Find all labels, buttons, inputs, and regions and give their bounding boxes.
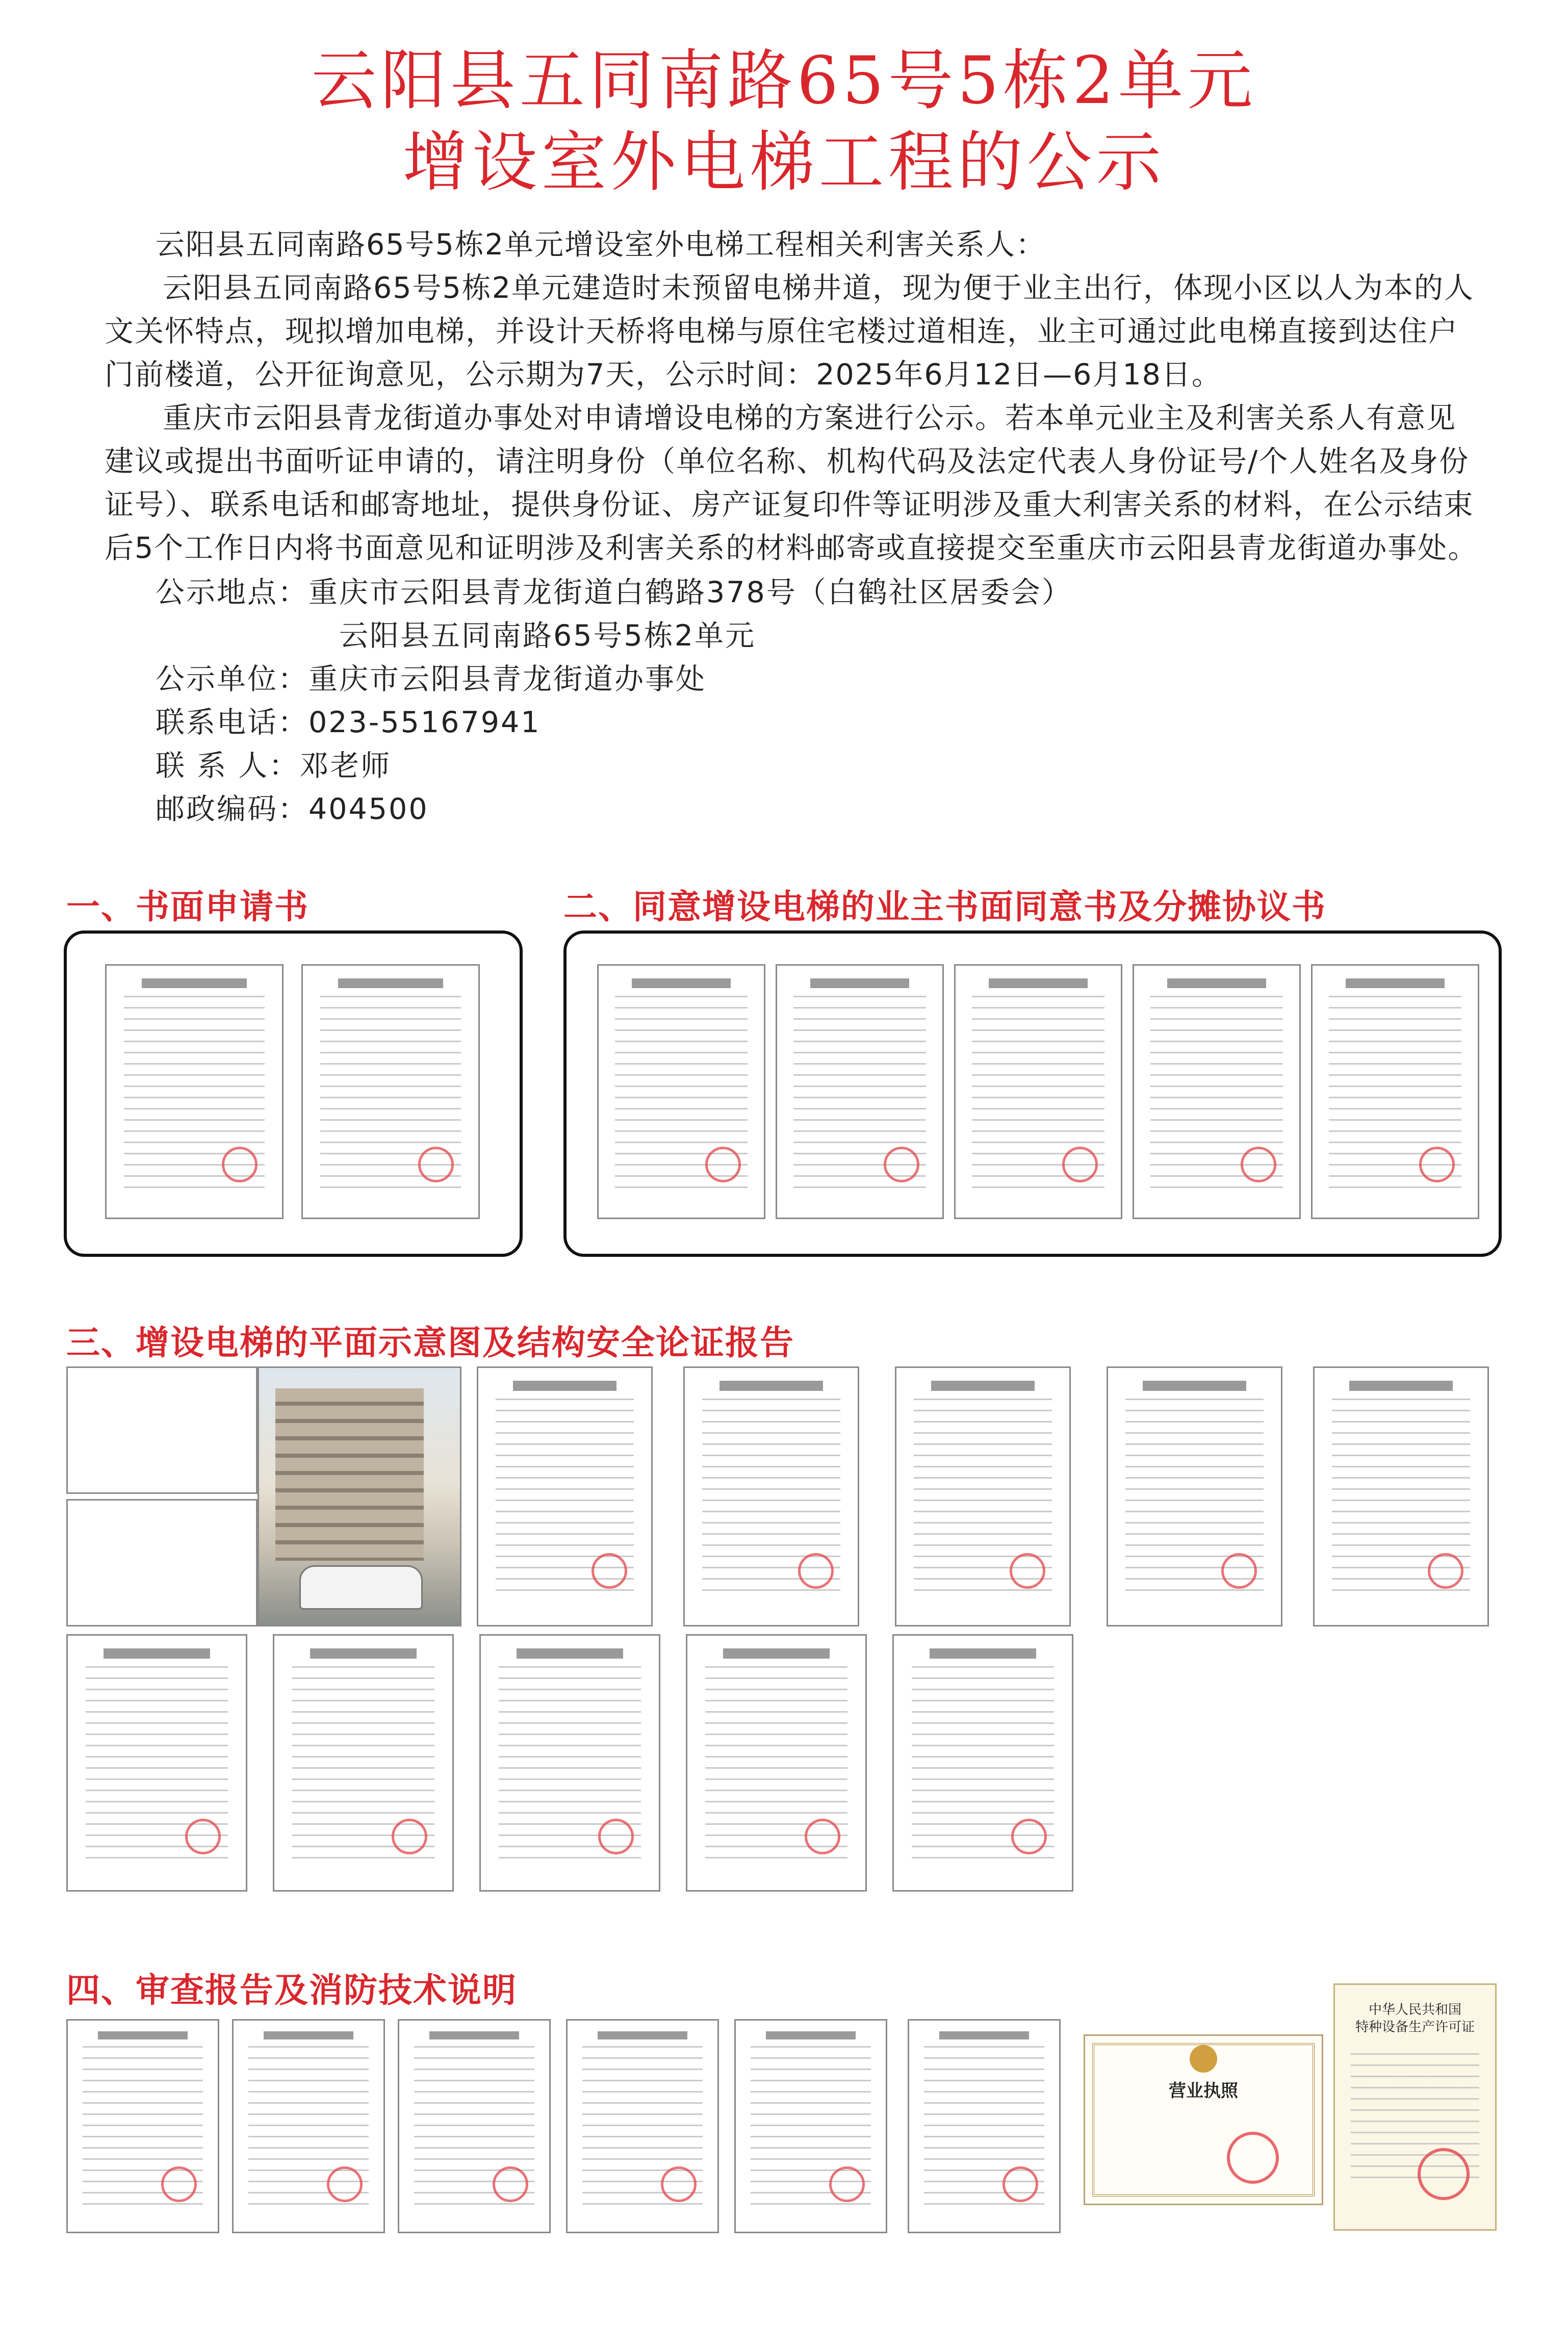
location-value-1: 重庆市云阳县青龙街道白鹤路378号（白鹤社区居委会） (309, 576, 1072, 609)
site-plan-2 (66, 1499, 258, 1626)
review-page-1 (66, 2019, 219, 2233)
contact-info (156, 571, 1072, 831)
section-2-heading: 二、同意增设电梯的业主书面同意书及分摊协议书 (563, 887, 1326, 926)
postcode-row (156, 788, 1072, 831)
report-page-4 (1107, 1366, 1282, 1626)
postcode-value: 404500 (309, 792, 429, 826)
location-row-2 (156, 614, 1072, 658)
site-plan-1 (66, 1366, 258, 1494)
unit-row (156, 658, 1072, 701)
location-value-2: 云阳县五同南路65号5栋2单元 (339, 619, 756, 653)
section-1-heading: 一、书面申请书 (66, 887, 309, 926)
contact-label: 联 系 人： (156, 749, 300, 783)
notice-body (105, 223, 1481, 570)
report-page-7 (273, 1634, 454, 1892)
review-page-3 (398, 2019, 551, 2233)
paragraph-1: 云阳县五同南路65号5栋2单元建造时未预留电梯井道，现为便于业主出行，体现小区以人为本的人文关怀特点，现拟增加电梯，并设计天桥将电梯与原住宅楼过道相连，业主可通过此电梯直接到达住户门前楼道，公开征询意见，公示期为7天，公示时间：2025年6月12日—6月18日。 (105, 271, 1475, 392)
report-page-3 (895, 1366, 1071, 1626)
review-page-5 (734, 2019, 887, 2233)
location-label: 公示地点： (156, 576, 309, 609)
unit-label: 公示单位： (156, 662, 309, 696)
license-stamp-icon (1227, 2132, 1279, 2184)
unit-value: 重庆市云阳县青龙街道办事处 (309, 662, 706, 696)
report-page-2 (683, 1366, 859, 1626)
paragraph-2: 重庆市云阳县青龙街道办事处对申请增设电梯的方案进行公示。若本单元业主及利害关系人有意见建议或提出书面听证申请的，请注明身份（单位名称、机构代码及法定代表人身份证号/个人姓名及身份证号）、联系电话和邮寄地址，提供身份证、房产证复印件等证明涉及重大利害关系的材料，在公示结束后5个工作日内将书面意见和证明涉及利害关系的材料邮寄或直接提交至重庆市云阳县青龙街道办事处。 (105, 401, 1478, 565)
review-page-2 (232, 2019, 385, 2233)
special-equipment-permit (1333, 1983, 1497, 2231)
report-page-8 (479, 1634, 660, 1892)
national-emblem-icon (1190, 2045, 1217, 2073)
report-page-9 (686, 1634, 867, 1892)
report-page-1 (477, 1366, 653, 1626)
report-page-5 (1313, 1366, 1489, 1626)
permit-title-2: 特种设备生产许可证 (1355, 2020, 1475, 2035)
phone-label: 联系电话： (156, 706, 309, 739)
contact-value: 邓老师 (299, 749, 392, 783)
contact-row (156, 744, 1072, 788)
location-row (156, 571, 1072, 614)
consent-doc-3 (954, 964, 1122, 1219)
application-doc-1 (105, 964, 284, 1219)
section-1-frame (64, 931, 523, 1257)
permit-stamp-icon (1418, 2148, 1470, 2200)
consent-doc-2 (776, 964, 944, 1219)
report-page-6 (66, 1634, 247, 1892)
title-line-2: 增设室外电梯工程的公示 (402, 124, 1166, 200)
report-page-10 (892, 1634, 1073, 1892)
review-page-6 (908, 2019, 1061, 2233)
postcode-label: 邮政编码： (156, 792, 309, 826)
section-4-heading: 四、审查报告及消防技术说明 (66, 1971, 517, 2010)
review-page-4 (566, 2019, 719, 2233)
salutation: 云阳县五同南路65号5栋2单元增设室外电梯工程相关利害关系人： (156, 228, 1046, 262)
application-doc-2 (301, 964, 480, 1219)
building-photo (258, 1366, 461, 1626)
phone-value: 023-55167941 (309, 706, 541, 739)
consent-doc-1 (597, 964, 765, 1219)
consent-doc-4 (1133, 964, 1301, 1219)
consent-doc-5 (1311, 964, 1479, 1219)
section-2-frame (563, 931, 1502, 1257)
title-line-1: 云阳县五同南路65号5栋2单元 (311, 43, 1257, 119)
permit-title-1: 中华人民共和国 (1368, 2002, 1461, 2018)
business-license (1084, 2034, 1323, 2205)
section-3-heading: 三、增设电梯的平面示意图及结构安全论证报告 (66, 1323, 794, 1362)
phone-row (156, 701, 1072, 744)
license-title: 营业执照 (1169, 2081, 1238, 2101)
